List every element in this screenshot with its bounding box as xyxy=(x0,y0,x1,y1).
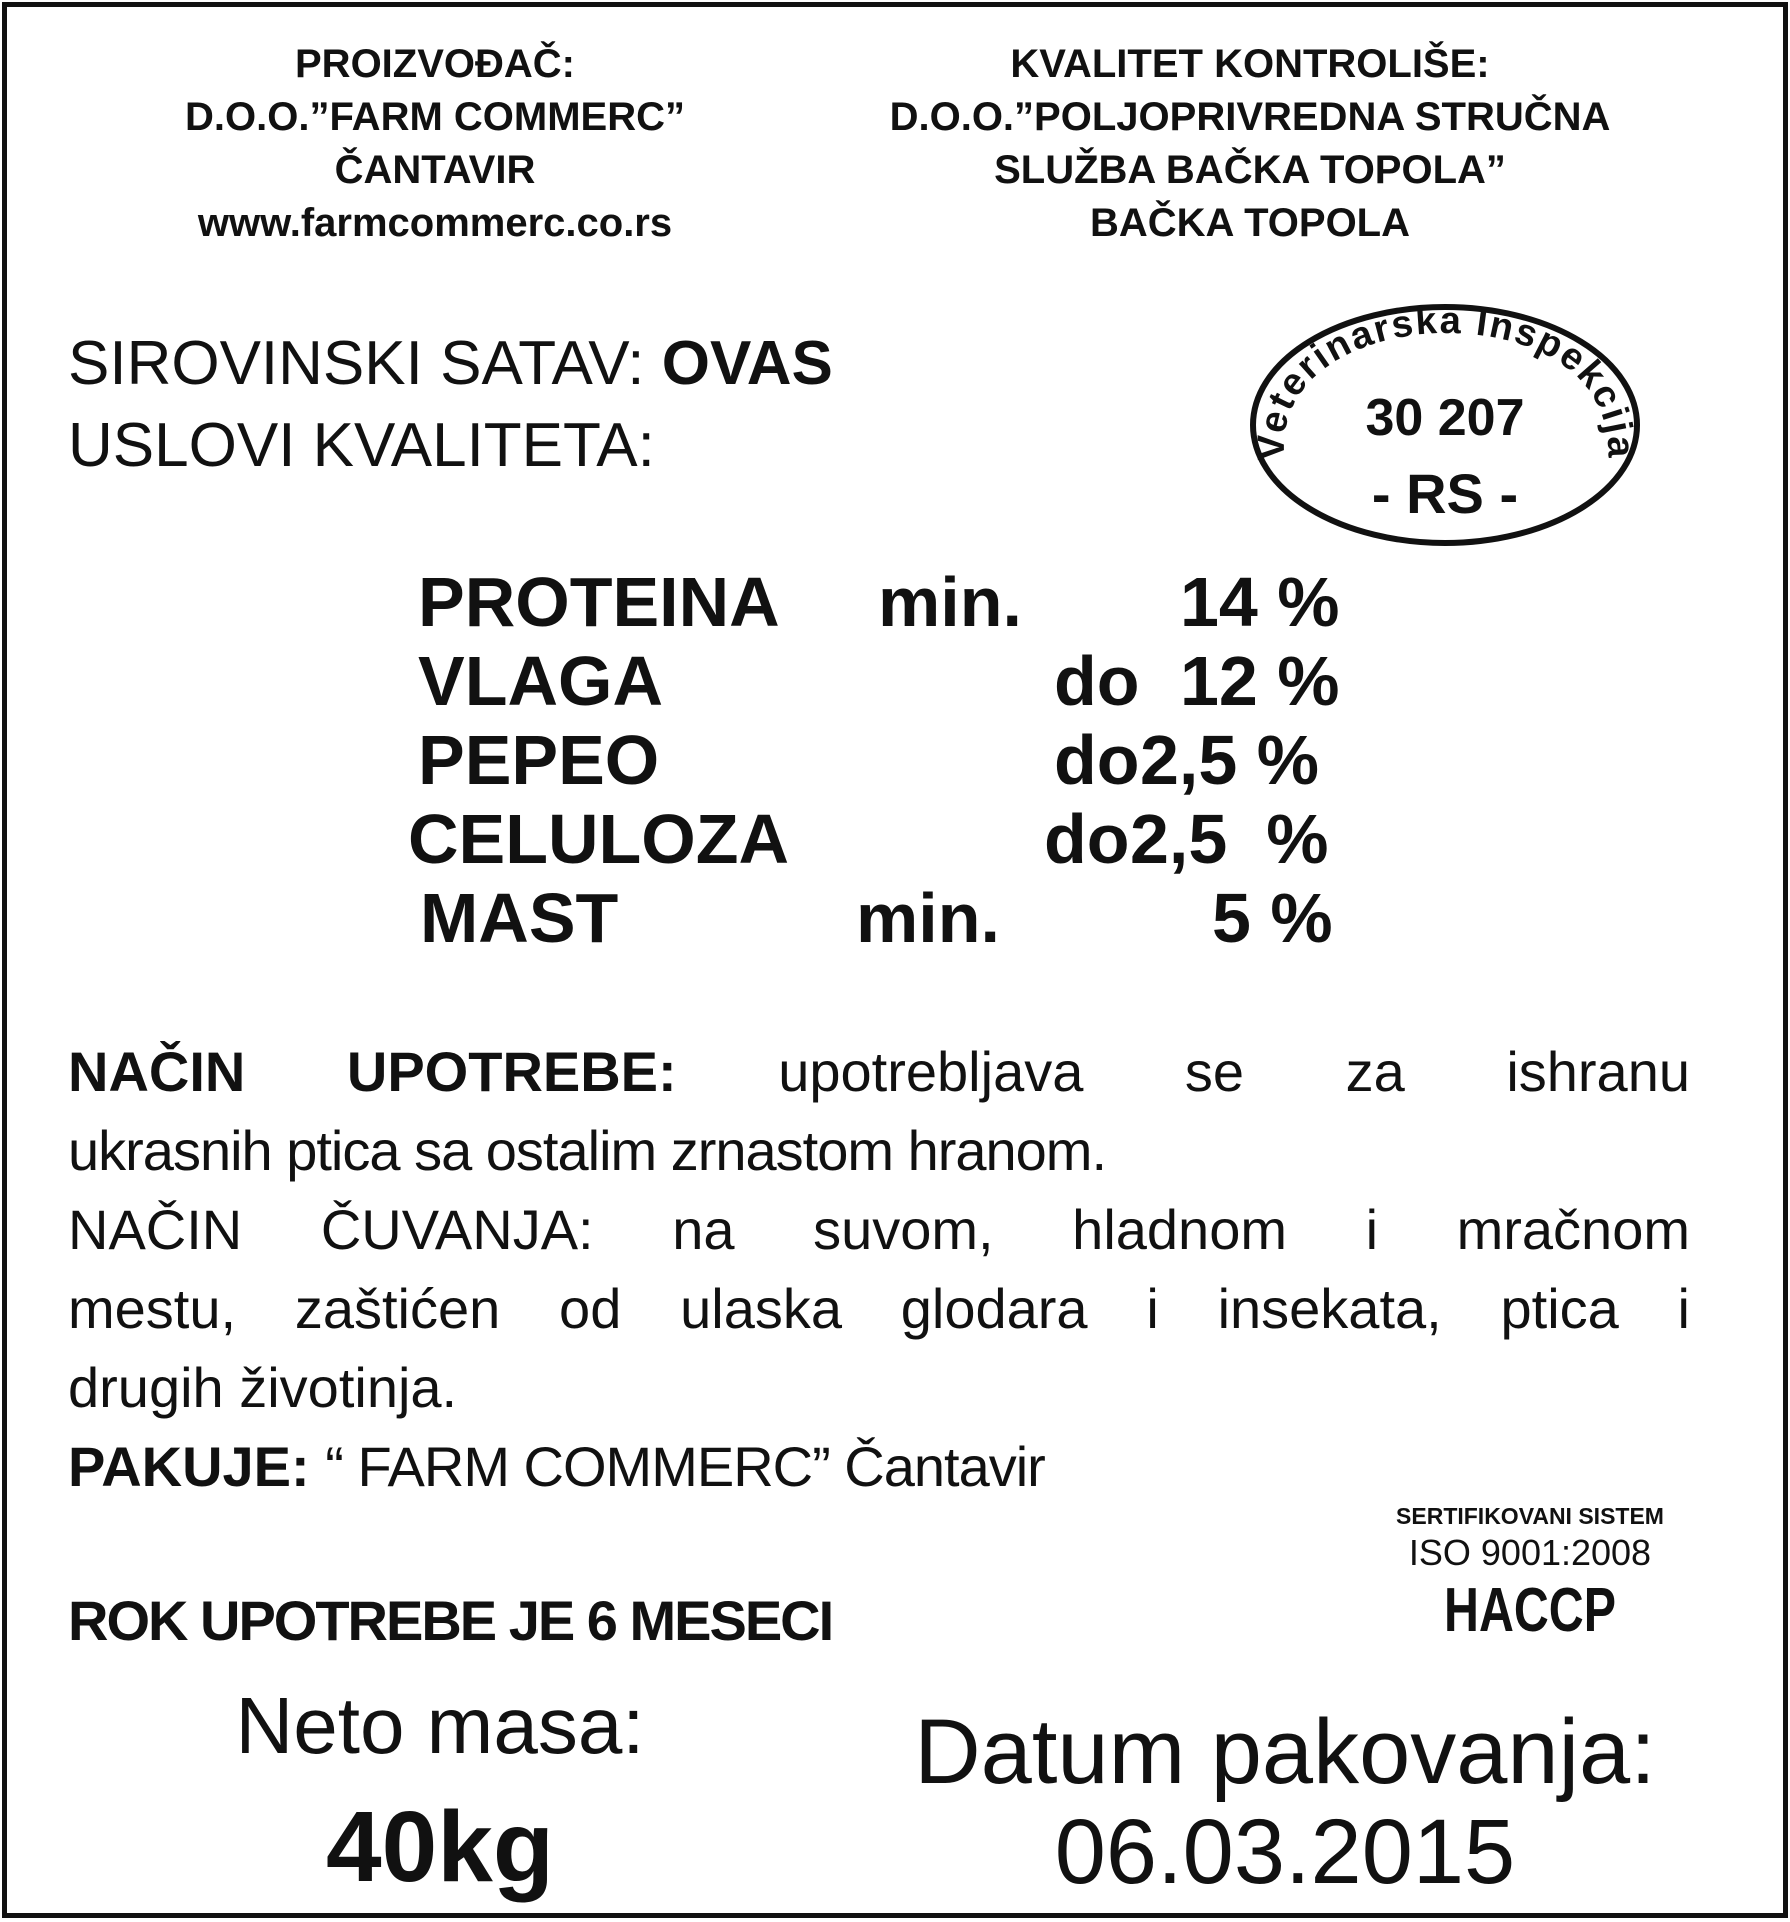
producer-block xyxy=(110,38,760,250)
usage-text: upotrebljava se za ishranu xyxy=(778,1040,1690,1103)
producer-heading: PROIZVOĐAČ: xyxy=(295,42,575,86)
quality-name: VLAGA xyxy=(418,642,663,720)
storage-line1: NAČIN ČUVANJA: na suvom, hladnom i mračnom xyxy=(68,1198,1690,1261)
quality-name: PEPEO xyxy=(418,721,660,799)
quality-value: 14 % xyxy=(1180,563,1340,641)
quality-control-block xyxy=(800,38,1700,250)
conditions-label: USLOVI KVALITETA: xyxy=(68,411,655,480)
usage-line1 xyxy=(68,1032,1690,1111)
producer-website: www.farmcommerc.co.rs xyxy=(197,201,673,245)
packer-value: “ FARM COMMERC” Čantavir xyxy=(325,1435,1045,1498)
shelf-life: ROK UPOTREBE JE 6 MESECI xyxy=(68,1589,833,1652)
cert-haccp: HACCP xyxy=(1444,1576,1616,1645)
stamp-number: 30 207 xyxy=(1365,389,1525,447)
cert-iso: ISO 9001:2008 xyxy=(1408,1532,1652,1573)
usage-label: NAČIN UPOTREBE: xyxy=(68,1040,677,1103)
pack-date-value: 06.03.2015 xyxy=(1054,1801,1516,1903)
quality-qualifier: do xyxy=(1044,800,1130,878)
quality-row xyxy=(418,562,780,642)
stamp-country: - RS - xyxy=(1371,462,1519,525)
producer-company: D.O.O.”FARM COMMERC” xyxy=(185,95,685,139)
packer-label: PAKUJE: xyxy=(68,1435,310,1498)
veterinary-stamp xyxy=(1245,295,1645,555)
packer-line xyxy=(68,1427,1690,1506)
quality-value: 12 % xyxy=(1180,642,1340,720)
qc-heading: KVALITET KONTROLIŠE: xyxy=(1010,42,1490,86)
quality-qualifier: min. xyxy=(878,563,1022,641)
quality-value: 2,5 % xyxy=(1130,800,1329,878)
quality-value: 2,5 % xyxy=(1140,721,1319,799)
quality-name: CELULOZA xyxy=(408,800,790,878)
quality-name: MAST xyxy=(420,879,619,957)
quality-qualifier: do xyxy=(1054,642,1140,720)
cert-title: SERTIFIKOVANI SISTEM xyxy=(1396,1503,1664,1529)
composition-label: SIROVINSKI SATAV: xyxy=(68,329,645,398)
quality-value: 5 % xyxy=(1212,879,1333,957)
producer-place: ČANTAVIR xyxy=(334,148,536,192)
quality-qualifier: min. xyxy=(856,879,1000,957)
net-mass-label: Neto masa: xyxy=(235,1681,645,1770)
qc-line2: SLUŽBA BAČKA TOPOLA” xyxy=(994,148,1506,192)
usage-line2: ukrasnih ptica sa ostalim zrnastom hranom. xyxy=(68,1119,1106,1182)
net-mass-value: 40kg xyxy=(326,1791,554,1903)
quality-qualifier: do xyxy=(1054,721,1140,799)
quality-name: PROTEINA xyxy=(418,563,780,641)
storage-line2: mestu, zaštićen od ulaska glodara i insekata, ptica i xyxy=(68,1277,1690,1340)
composition-line xyxy=(68,328,833,399)
storage-line3: drugih životinja. xyxy=(68,1356,458,1419)
composition-value: OVAS xyxy=(661,329,833,398)
qc-place: BAČKA TOPOLA xyxy=(1090,201,1410,245)
stamp-arc-text: Veterinarska Inspekcija xyxy=(1250,299,1642,461)
qc-line1: D.O.O.”POLJOPRIVREDNA STRUČNA xyxy=(889,95,1611,139)
pack-date-label: Datum pakovanja: xyxy=(914,1701,1656,1803)
